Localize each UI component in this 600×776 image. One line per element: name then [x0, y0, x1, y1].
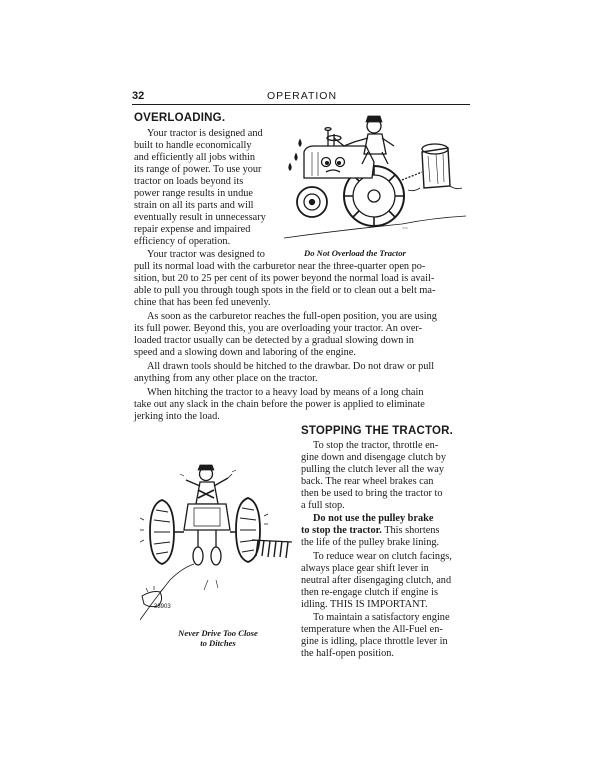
body-line: strain on all its parts and will [134, 200, 254, 211]
body-line: To reduce wear on clutch facings, [313, 551, 452, 562]
body-line: idling. THIS IS IMPORTANT. [301, 599, 428, 610]
warning-text: to stop the tractor. [301, 525, 382, 536]
body-line: Your tractor was designed to [147, 249, 265, 260]
body-line: temperature when the All-Fuel en- [301, 624, 443, 635]
overloading-heading: OVERLOADING. [134, 112, 226, 124]
running-head: OPERATION [266, 90, 338, 102]
page-number: 32 [132, 90, 145, 102]
body-line: pull its normal load with the carburetor near the three-quarter open po- [134, 261, 426, 272]
body-line: To stop the tractor, throttle en- [313, 440, 439, 451]
body-line: speed and a slowing down and laboring of the engine. [134, 347, 356, 358]
body-text: This shortens [381, 525, 440, 536]
body-line: gine down and disengage clutch by [301, 452, 446, 463]
body-line: a full stop. [301, 500, 345, 511]
body-line: To maintain a satisfactory engine [313, 612, 450, 623]
body-line: gine is idling, place throttle lever in [301, 636, 448, 647]
body-line: chine that has been fed unevenly. [134, 297, 271, 308]
body-line: loaded tractor usually can be detected by a gradual slowing down in [134, 335, 414, 346]
svg-text:~~: ~~ [402, 226, 408, 232]
ditch-caption-line1: Never Drive Too Close [178, 628, 258, 638]
body-line: neutral after disengaging clutch, and [301, 575, 452, 586]
ditch-tractor-illustration [140, 460, 294, 622]
body-line: repair expense and impaired [134, 224, 251, 235]
body-line: able to pull you through tough spots in the field or to clean out a belt ma- [134, 285, 436, 296]
body-line: the life of the pulley brake lining. [301, 537, 440, 548]
body-line: then re-engage clutch if engine is [301, 587, 438, 598]
body-line: its range of power. To use your [134, 164, 262, 175]
body-line: power range results in undue [134, 188, 253, 199]
body-line: jerking into the load. [134, 411, 220, 422]
body-line: sition, but 20 to 25 per cent of its power beyond the normal load is avail- [134, 273, 435, 284]
body-line: take out any slack in the chain before the power is applied to eliminate [134, 399, 425, 410]
body-line: pulling the clutch lever all the way [301, 464, 444, 475]
figure-number: 33903 [154, 604, 171, 610]
body-line: built to handle economically [134, 140, 252, 151]
warning-line: Do not use the pulley brake [313, 513, 434, 524]
page-header [132, 90, 470, 104]
overloaded-tractor-illustration [282, 112, 468, 242]
body-line: As soon as the carburetor reaches the full-open position, you are using [147, 311, 437, 322]
ditch-caption-line2: to Ditches [200, 638, 236, 648]
body-line: When hitching the tractor to a heavy load by means of a long chain [147, 387, 424, 398]
header-rule [132, 104, 470, 105]
body-line: Your tractor is designed and [147, 128, 263, 139]
body-line: its full power. Beyond this, you are overloading your tractor. An over- [134, 323, 423, 334]
stopping-heading: STOPPING THE TRACTOR. [301, 425, 454, 437]
body-line: anything from any other place on the tractor. [134, 373, 318, 384]
body-line: All drawn tools should be hitched to the drawbar. Do not draw or pull [147, 361, 435, 372]
body-line: eventually result in unnecessary [134, 212, 266, 223]
body-line: tractor on loads beyond its [134, 176, 244, 187]
overload-caption: Do Not Overload the Tractor [304, 248, 406, 258]
body-line: the half-open position. [301, 648, 394, 659]
body-line: always place gear shift lever in [301, 563, 429, 574]
body-line: and efficiently all jobs within [134, 152, 256, 163]
body-line [301, 525, 439, 537]
body-line: back. The rear wheel brakes can [301, 476, 434, 487]
body-line: then be used to bring the tractor to [301, 488, 443, 499]
body-line: efficiency of operation. [134, 236, 231, 247]
